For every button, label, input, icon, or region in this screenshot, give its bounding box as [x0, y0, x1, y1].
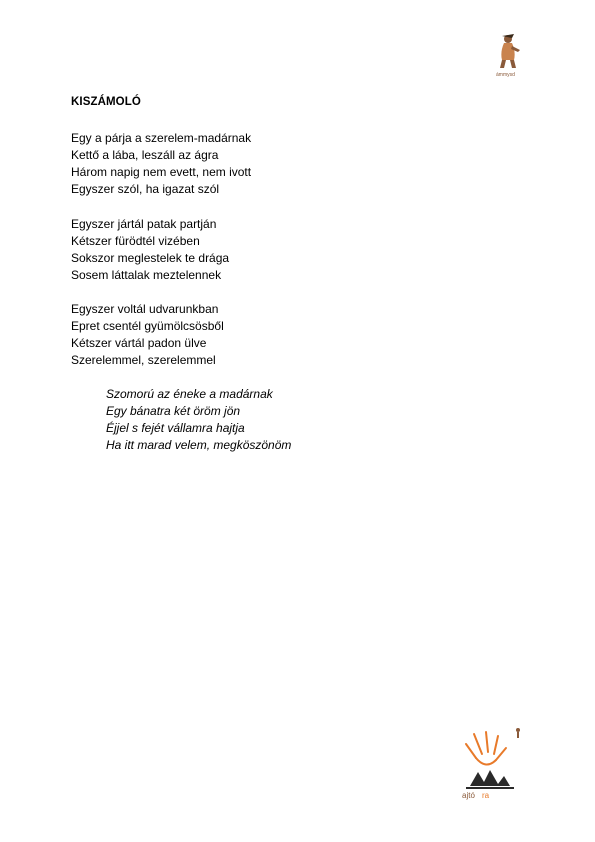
stanza-3 [71, 301, 224, 369]
poem-line: Ha itt marad velem, megköszönöm [106, 438, 292, 452]
poem-line: Szomorú az éneke a madárnak [106, 387, 273, 401]
figure-logo-icon [488, 30, 528, 80]
poem-line: Sokszor meglestelek te drága [71, 251, 230, 265]
poem-line: Egyszer voltál udvarunkban [71, 302, 219, 316]
svg-text:ra: ra [482, 791, 490, 800]
poem-line: Kettő a lába, leszáll az ágra [71, 148, 219, 162]
poem-line: Éjjel s fejét vállamra hajtja [106, 421, 245, 435]
poem-title: KISZÁMOLÓ [71, 96, 141, 108]
svg-text:ámmysd: ámmysd [496, 72, 515, 78]
hand-campfire-logo-icon [456, 724, 528, 804]
poem-line: Sosem láttalak meztelennek [71, 268, 222, 282]
stanza-1 [71, 130, 251, 198]
poem-line: Kétszer vártál padon ülve [71, 336, 207, 350]
poem-line: Egyszer szól, ha igazat szól [71, 182, 220, 196]
svg-text:ajtó: ajtó [462, 791, 475, 800]
poem-line: Egy bánatra két öröm jön [106, 404, 241, 418]
stanza-2 [71, 216, 229, 284]
stanza-refrain [106, 386, 291, 454]
poem-line: Szerelemmel, szerelemmel [71, 353, 216, 367]
poem-line: Epret csentél gyümölcsösből [71, 319, 224, 333]
poem-line: Kétszer fürödtél vizében [71, 234, 200, 248]
poem-line: Egy a párja a szerelem-madárnak [71, 131, 252, 145]
poem-line: Három napig nem evett, nem ivott [71, 165, 252, 179]
poem-line: Egyszer jártál patak partján [71, 217, 217, 231]
